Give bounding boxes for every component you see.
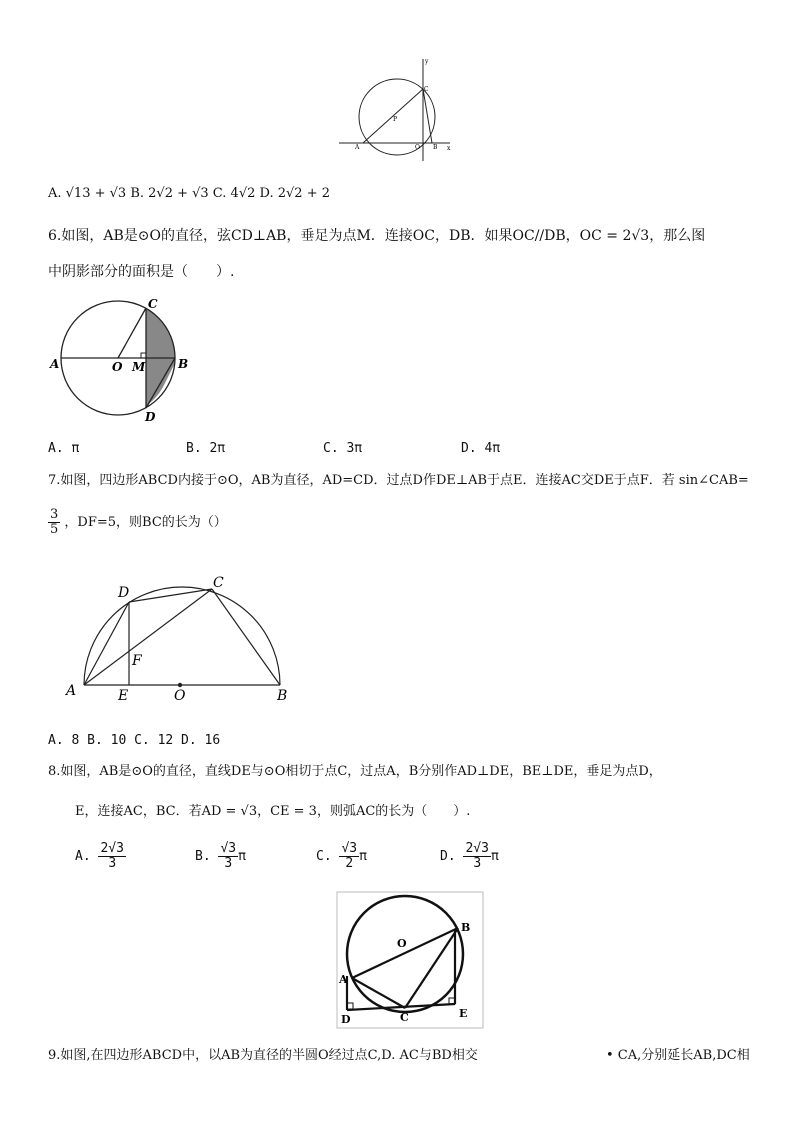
label-c: C xyxy=(148,297,158,311)
segment-ac xyxy=(84,589,212,685)
q8-option-d-label: D. xyxy=(440,849,456,864)
label-e: E xyxy=(118,688,129,704)
q8-option-b-fraction xyxy=(218,842,238,871)
q8-option-d-den: 3 xyxy=(473,856,482,871)
label-o: O xyxy=(397,937,407,950)
q8-option-d xyxy=(440,842,499,871)
q7-sin-fraction xyxy=(48,508,60,537)
q8-option-a xyxy=(75,842,126,871)
q8-option-b-suffix: π xyxy=(238,849,246,864)
shaded-region xyxy=(146,308,175,406)
label-d: D xyxy=(145,410,156,424)
q5-figure xyxy=(335,55,460,165)
label-d: D xyxy=(341,1013,351,1026)
q8-option-c-fraction xyxy=(339,842,359,871)
q8-figure xyxy=(335,890,485,1030)
q6-option-c: C. 3π xyxy=(323,441,363,456)
q8-option-a-den: 3 xyxy=(108,856,117,871)
label-p: P xyxy=(393,116,398,123)
q8-option-a-fraction xyxy=(98,842,125,871)
q8-option-b-label: B. xyxy=(195,849,211,864)
label-c: C xyxy=(424,86,429,93)
q8-line2: E，连接AC，BC．若AD = √3，CE = 3，则弧AC的长为（ ）. xyxy=(75,804,471,819)
q8-option-c-suffix: π xyxy=(359,849,367,864)
q8-option-c xyxy=(316,842,367,871)
label-x: x xyxy=(447,145,451,152)
label-y: y xyxy=(425,58,429,65)
q7-frac-num: 3 xyxy=(50,507,59,522)
q8-option-c-label: C. xyxy=(316,849,332,864)
q6-line1: 6.如图，AB是⊙O的直径，弦CD⊥AB，垂足为点M．连接OC，DB．如果OC//DB，OC = 2√3，那么图 xyxy=(48,228,706,244)
label-m: M xyxy=(132,360,146,374)
label-f: F xyxy=(132,653,142,669)
label-o: O xyxy=(174,688,186,704)
q8-option-c-num: √3 xyxy=(341,841,358,856)
q7-options: A. 8 B. 10 C. 12 D. 16 xyxy=(48,733,221,748)
q7-frac-den: 5 xyxy=(50,522,59,537)
q8-option-d-fraction xyxy=(463,842,490,871)
q7-line2 xyxy=(48,508,227,537)
segment-cb xyxy=(212,589,280,685)
label-a: A xyxy=(355,144,360,151)
segment-oc xyxy=(118,308,146,358)
label-c: C xyxy=(213,575,224,591)
label-o: O xyxy=(415,144,420,151)
q8-option-c-den: 2 xyxy=(345,856,354,871)
label-c: C xyxy=(400,1011,409,1024)
label-b: B xyxy=(178,357,189,371)
q6-line2: 中阴影部分的面积是（ ）. xyxy=(48,264,235,280)
q7-line1: 7.如图，四边形ABCD内接于⊙O，AB为直径，AD=CD．过点D作DE⊥AB于点E．连接AC交DE于点F．若 sin∠CAB= xyxy=(48,473,749,488)
q8-option-a-num: 2√3 xyxy=(100,841,124,856)
label-a: A xyxy=(339,973,348,986)
label-b: B xyxy=(433,144,438,151)
label-b: B xyxy=(277,688,288,704)
q5-options: A. √13 + √3 B. 2√2 + √3 C. 4√2 D. 2√2 + 2 xyxy=(48,186,330,201)
semicircle-o xyxy=(84,587,280,685)
q6-option-b: B. 2π xyxy=(186,441,226,456)
label-a: A xyxy=(50,357,60,371)
q9-line1-left: 9.如图,在四边形ABCD中，以AB为直径的半圆O经过点C,D. AC与BD相交 xyxy=(48,1048,478,1063)
label-d: D xyxy=(118,585,130,601)
q7-line2-rest: ，DF=5，则BC的长为（） xyxy=(64,515,227,530)
right-angle-mark xyxy=(141,353,146,358)
q8-option-b xyxy=(195,842,246,871)
label-a: A xyxy=(66,683,77,699)
segment-ad xyxy=(84,602,129,685)
q6-option-d: D. 4π xyxy=(461,441,501,456)
label-o: O xyxy=(112,360,123,374)
label-b: B xyxy=(461,921,471,934)
q6-option-a: A. π xyxy=(48,441,80,456)
q8-option-b-den: 3 xyxy=(224,856,233,871)
q9-line1-right: • CA,分别延长AB,DC相 xyxy=(606,1048,750,1063)
center-point-o xyxy=(178,683,182,687)
q6-figure xyxy=(45,295,195,427)
q8-line1: 8.如图，AB是⊙O的直径，直线DE与⊙O相切于点C，过点A，B分别作AD⊥DE，BE⊥DE，垂足为点D， xyxy=(48,764,662,779)
label-e: E xyxy=(459,1007,468,1020)
q7-figure xyxy=(60,572,300,707)
q8-option-b-num: √3 xyxy=(220,841,237,856)
segment-cb xyxy=(423,89,432,143)
segment-ac xyxy=(352,978,405,1008)
q8-option-a-label: A. xyxy=(75,849,91,864)
q8-option-d-num: 2√3 xyxy=(465,841,489,856)
q8-option-d-suffix: π xyxy=(490,849,499,864)
